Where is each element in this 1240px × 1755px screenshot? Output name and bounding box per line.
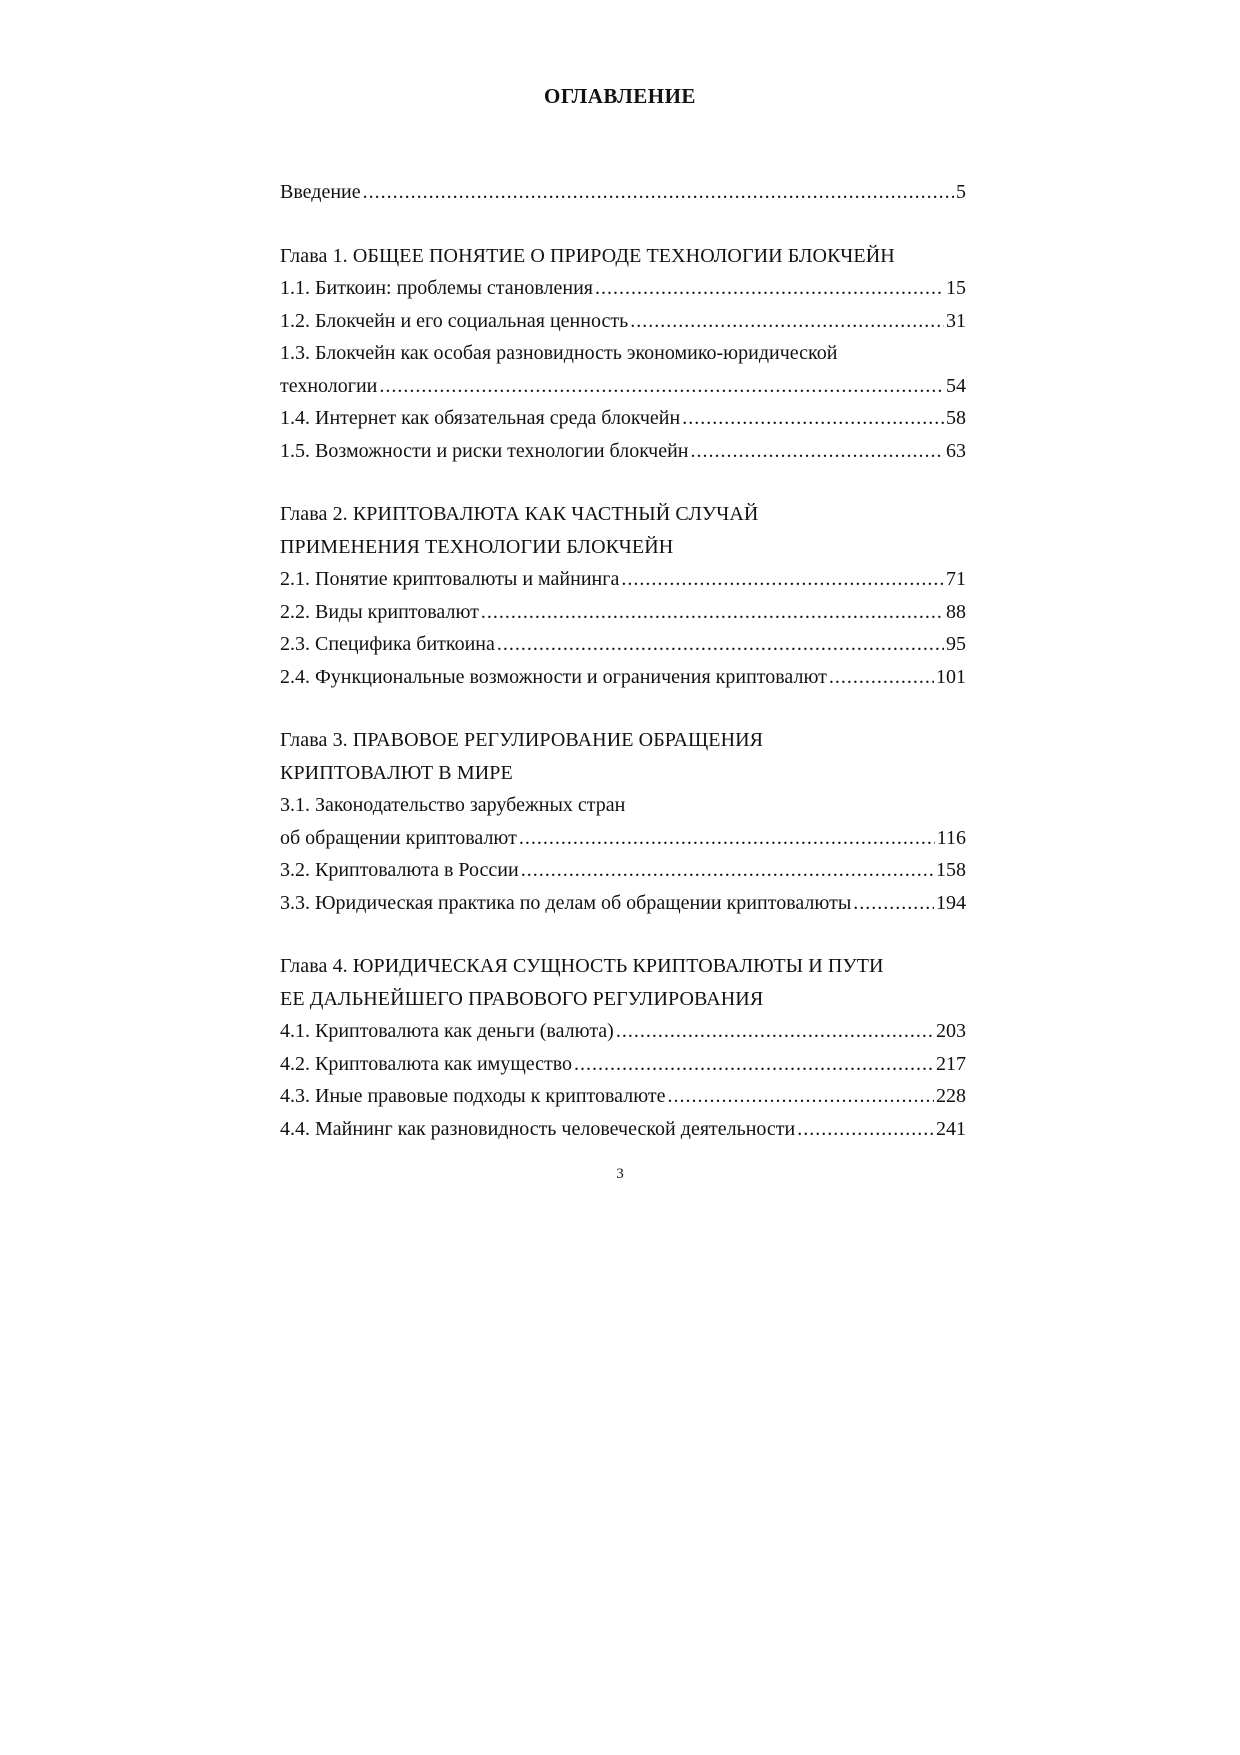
dot-leader — [621, 563, 944, 596]
toc-entry-2-4[interactable] — [280, 661, 966, 694]
toc-entry-1-2[interactable] — [280, 305, 966, 338]
dot-leader — [616, 1015, 934, 1048]
page-title: ОГЛАВЛЕНИЕ — [544, 84, 696, 108]
toc-entry-2-2[interactable] — [280, 596, 966, 629]
toc-entry-label: 3.3. Юридическая практика по делам об обращении криптовалюты — [280, 891, 852, 914]
toc-entry-4-3[interactable] — [280, 1080, 966, 1113]
chapter-heading-line: ЕЕ ДАЛЬНЕЙШЕГО ПРАВОВОГО РЕГУЛИРОВАНИЯ — [280, 987, 764, 1010]
toc-entry-1-3-first-line[interactable]: 1.3. Блокчейн как особая разновидность экономико-юридической — [280, 342, 838, 364]
toc-entry-page: 158 — [936, 859, 966, 881]
dot-leader — [668, 1080, 934, 1113]
toc-entry-1-5[interactable] — [280, 435, 966, 468]
dot-leader — [630, 305, 944, 338]
dot-leader — [497, 628, 944, 661]
dot-leader — [682, 402, 944, 435]
toc-entry-page: 58 — [946, 407, 966, 429]
chapter-heading-line: ПРИМЕНЕНИЯ ТЕХНОЛОГИИ БЛОКЧЕЙН — [280, 535, 674, 558]
toc-entry-label: 2.4. Функциональные возможности и ограничения криптовалют — [280, 665, 827, 688]
toc-entry-3-1-first-line[interactable]: 3.1. Законодательство зарубежных стран — [280, 794, 626, 816]
toc-entry-page: 88 — [946, 600, 966, 623]
toc-entry-label: 4.2. Криптовалюта как имущество — [280, 1052, 573, 1075]
chapter-heading[interactable] — [280, 950, 966, 1015]
toc-entry-1-3[interactable] — [280, 370, 966, 403]
chapter-heading-line: Глава 4. ЮРИДИЧЕСКАЯ СУЩНОСТЬ КРИПТОВАЛЮТЫ И ПУТИ — [280, 955, 884, 977]
toc-entry-label: об обращении криптовалют — [280, 826, 517, 849]
chapter-heading[interactable] — [280, 498, 966, 563]
toc-entry-page: 101 — [936, 665, 966, 688]
chapter-heading-line: Глава 1. ОБЩЕЕ ПОНЯТИЕ О ПРИРОДЕ ТЕХНОЛОГИИ БЛОКЧЕЙН — [280, 244, 895, 267]
toc-entry-label: 4.4. Майнинг как разновидность человеческой деятельности — [280, 1117, 796, 1140]
toc-entry-label: Введение — [280, 181, 361, 203]
chapter-heading[interactable] — [280, 724, 966, 789]
toc-entry-label: 2.1. Понятие криптовалюты и майнинга — [280, 568, 620, 590]
toc-entry-page: 71 — [946, 568, 966, 590]
toc-entry-label: 2.3. Специфика биткоина — [280, 633, 495, 655]
toc-entry-label: 3.2. Криптовалюта в России — [280, 859, 519, 881]
chapter-heading-line: Глава 2. КРИПТОВАЛЮТА КАК ЧАСТНЫЙ СЛУЧАЙ — [280, 503, 759, 525]
toc-entry-4-2[interactable] — [280, 1048, 966, 1081]
toc-entry-2-3[interactable] — [280, 628, 966, 661]
toc-entry-label: 1.2. Блокчейн и его социальная ценность — [280, 309, 629, 332]
toc-entry-intro[interactable] — [280, 176, 966, 209]
toc-entry-label: 4.3. Иные правовые подходы к криптовалюте — [280, 1085, 666, 1107]
toc-entry-label: 1.4. Интернет как обязательная среда блокчейн — [280, 407, 681, 429]
toc-entry-4-1[interactable] — [280, 1015, 966, 1048]
toc-entry-page: 241 — [936, 1117, 966, 1140]
toc-entry-page: 228 — [936, 1085, 966, 1107]
toc-entry-label: 1.1. Биткоин: проблемы становления — [280, 277, 594, 299]
page-number: 3 — [616, 1166, 624, 1182]
dot-leader — [574, 1048, 934, 1081]
dot-leader — [797, 1113, 934, 1146]
dot-leader — [595, 272, 944, 305]
chapter-heading[interactable] — [280, 240, 966, 273]
toc-entry-label: технологии — [280, 374, 378, 397]
dot-leader — [379, 370, 944, 403]
chapter-3 — [280, 724, 966, 919]
dot-leader — [829, 661, 934, 694]
toc-entry-page: 217 — [936, 1052, 966, 1075]
toc-entry-3-2[interactable] — [280, 854, 966, 887]
toc-entry-3-3[interactable] — [280, 887, 966, 920]
toc-entry-label: 4.1. Криптовалюта как деньги (валюта) — [280, 1020, 614, 1042]
toc-entry-3-1[interactable] — [280, 822, 966, 855]
toc-entry-label: 1.5. Возможности и риски технологии блокчейн — [280, 439, 689, 462]
toc-entry-page: 95 — [946, 633, 966, 655]
chapter-4 — [280, 950, 966, 1145]
toc-entry-1-1[interactable] — [280, 272, 966, 305]
toc-entry-page: 31 — [946, 309, 966, 332]
toc-entry-label: 2.2. Виды криптовалют — [280, 600, 479, 623]
dot-leader — [481, 596, 944, 629]
dot-leader — [853, 887, 934, 920]
chapter-heading-line: КРИПТОВАЛЮТ В МИРЕ — [280, 761, 513, 784]
toc-entry-4-4[interactable] — [280, 1113, 966, 1146]
dot-leader — [521, 854, 934, 887]
toc-entry-page: 194 — [936, 891, 966, 914]
dot-leader — [690, 435, 944, 468]
chapter-1 — [280, 240, 966, 468]
chapter-2 — [280, 498, 966, 693]
toc-entry-page: 15 — [946, 277, 966, 299]
toc-entry-page: 54 — [946, 374, 966, 397]
table-of-contents — [280, 176, 966, 1145]
toc-entry-page: 203 — [936, 1020, 966, 1042]
toc-entry-page: 116 — [936, 826, 966, 849]
dot-leader — [363, 176, 954, 209]
toc-entry-1-4[interactable] — [280, 402, 966, 435]
chapter-heading-line: Глава 3. ПРАВОВОЕ РЕГУЛИРОВАНИЕ ОБРАЩЕНИЯ — [280, 729, 764, 751]
toc-entry-page: 63 — [946, 439, 966, 462]
dot-leader — [519, 822, 935, 855]
toc-entry-2-1[interactable] — [280, 563, 966, 596]
toc-entry-page: 5 — [956, 181, 966, 203]
